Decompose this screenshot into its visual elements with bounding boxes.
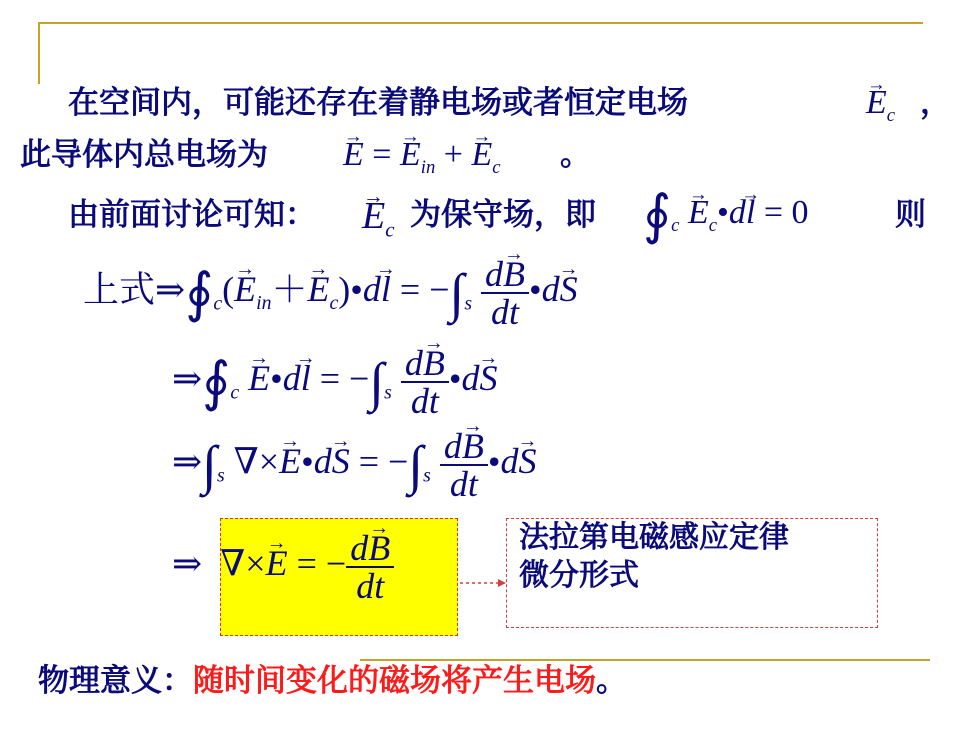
slide-frame-left (38, 22, 40, 84)
note-line-2: 微分形式 (519, 558, 639, 593)
note-line-1: 法拉第电磁感应定律 (519, 520, 789, 555)
equation-final: ⇒ ∇×→ E = − $\frac{d\to B}{dt}$ (172, 530, 394, 604)
math-conservative: $∮_c$ → $E_c•d\to l = 0$ (643, 188, 809, 242)
eq1-prefix: 上式 (83, 269, 156, 310)
meaning-text: 随时间变化的磁场将产生电场 (193, 663, 596, 699)
text-line-3b: 为保守场，即 (410, 197, 596, 233)
math-ec: → $E_c$ (866, 86, 895, 126)
text-line-1: 在空间内，可能还存在着静电场或者恒定电场 (68, 85, 688, 121)
meaning-label: 物理意义： (38, 663, 193, 699)
physical-meaning (38, 655, 627, 700)
slide-frame-top (38, 22, 923, 24)
comma-1: ， (920, 85, 951, 121)
meaning-end: 。 (596, 663, 627, 699)
period-2: 。 (560, 137, 591, 173)
math-ec-2: → $E_c$ (362, 197, 395, 241)
text-line-2: 此导体内总电场为 (20, 137, 268, 173)
dashed-arrow-icon (460, 578, 506, 588)
equation-1: 上式$\Rightarrow∮_c(\to E_{in}+\to$ $E_c)•d\to l = -\int_s$ $\frac{d\to B}{dt}$ •d→ S (83, 256, 578, 330)
note-box (506, 518, 878, 628)
math-total-field: → E = → $E_{in}$ + → $E_c$ (343, 138, 501, 178)
text-line-3a: 由前面讨论可知： (68, 197, 316, 233)
equation-2: $\Rightarrow∮_c$ → E•d→ $l = -\int_s$ $\frac{d\to B}{dt}$ •d→ S (172, 345, 497, 419)
equation-3: $\Rightarrow\int_s$ ∇×→ E•d→ $S = -\int_s$ $\frac{d\to B}{dt}$ •d→ S (172, 428, 536, 502)
text-line-3c: 则 (895, 197, 926, 233)
